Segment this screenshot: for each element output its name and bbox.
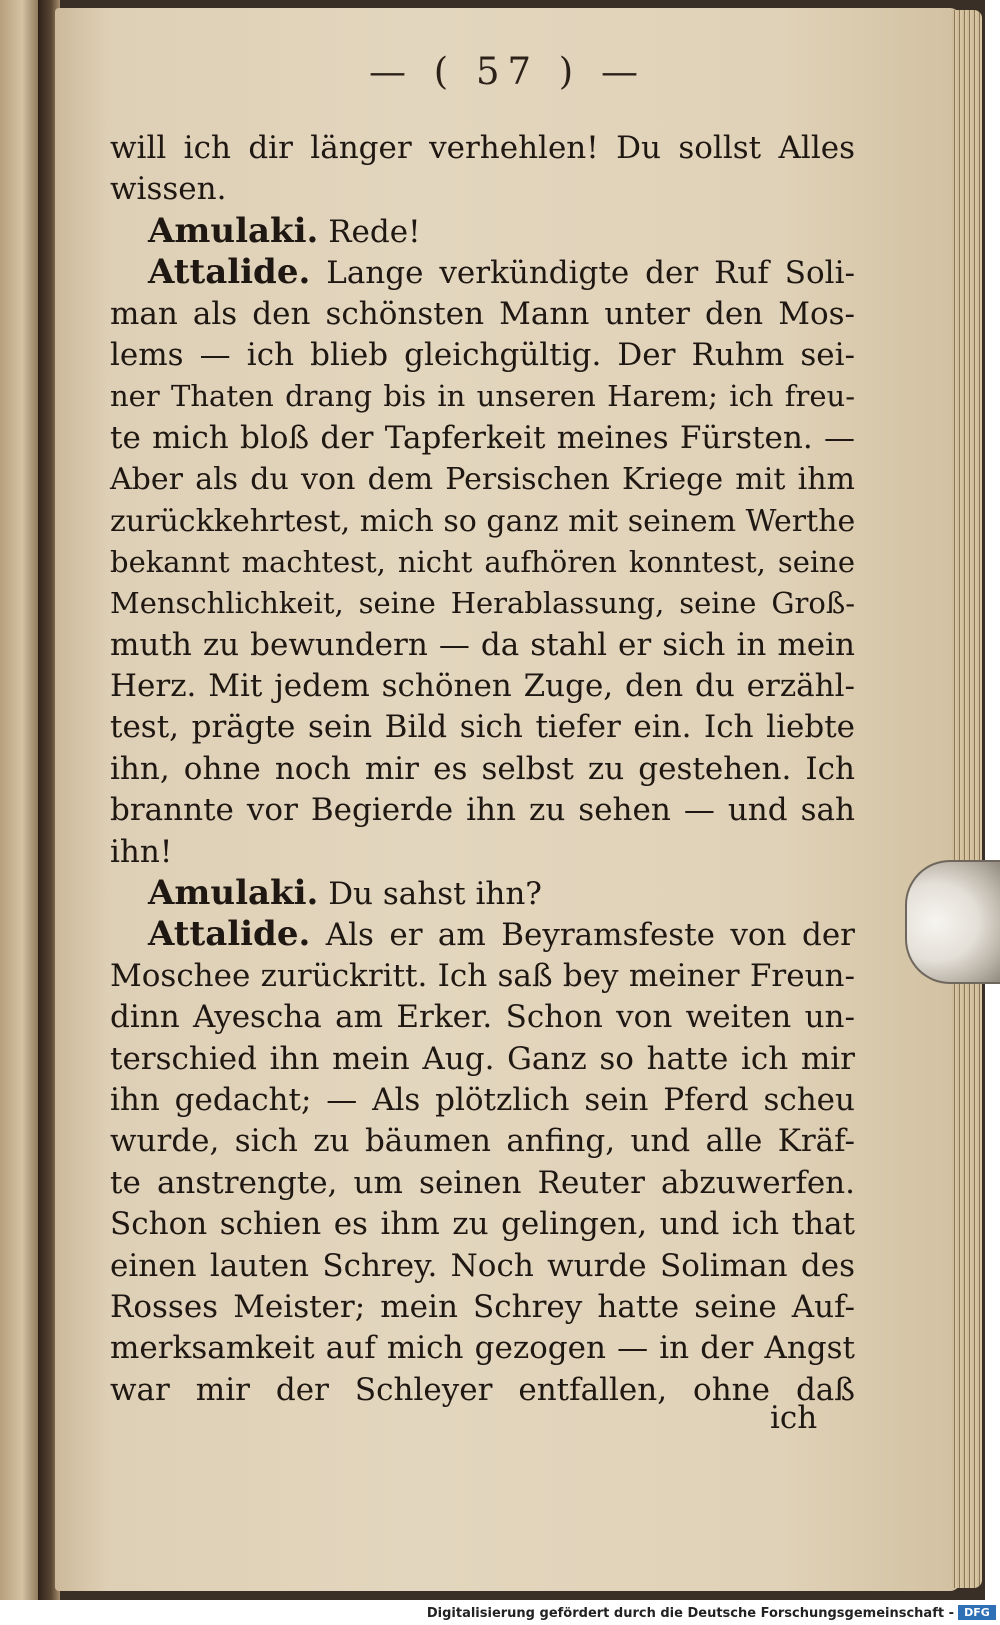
dfg-logo: DFG <box>958 1605 996 1620</box>
text-line <box>110 501 855 542</box>
text-line <box>110 583 855 624</box>
line-text: einen lauten Schrey. Noch wurde Soliman des <box>110 1247 855 1284</box>
text-line <box>110 749 855 790</box>
line-text: zurückkehrtest, mich so ganz mit seinem Werthe <box>110 503 856 539</box>
line-text: Lange verkündigte der Ruf Soli- <box>326 255 855 292</box>
line-text: te anstrengte, um seinen Reuter abzuwerfen. <box>110 1164 855 1201</box>
text-line <box>110 997 855 1038</box>
line-text: ihn gedacht; — Als plötzlich sein Pferd scheu <box>110 1081 855 1118</box>
line-text: war mir der Schleyer entfallen, ohne daß <box>110 1371 855 1408</box>
footer-credit: Digitalisierung gefördert durch die Deutsche Forschungsgemeinschaft - <box>426 1606 954 1621</box>
text-line <box>110 666 855 707</box>
line-text: Menschlichkeit, seine Herablassung, seine Groß- <box>110 586 855 621</box>
line-text: wissen. <box>110 171 227 208</box>
speaker-name: Attalide. <box>148 252 311 293</box>
line-text: will ich dir länger verhehlen! Du sollst Alles <box>110 130 855 166</box>
bookmark-clip <box>905 860 1000 984</box>
line-text: ihn! <box>110 833 173 870</box>
text-line <box>110 1246 855 1287</box>
line-text: Rosses Meister; mein Schrey hatte seine Auf- <box>110 1288 855 1325</box>
text-line <box>110 1039 855 1080</box>
text-line <box>110 1121 855 1162</box>
line-text: muth zu bewundern — da stahl er sich in mein <box>110 626 855 663</box>
line-text: Moschee zurückritt. Ich saß bey meiner Freun- <box>110 957 855 994</box>
text-line <box>110 1328 855 1369</box>
speaker-name: Amulaki. <box>148 873 319 914</box>
text-line <box>110 376 855 417</box>
line-text: test, prägte sein Bild sich tiefer ein. Ich liebte <box>110 709 855 746</box>
text-line <box>110 542 855 583</box>
text-line <box>110 625 855 666</box>
line-text: man als den schönsten Mann unter den Mos- <box>110 295 855 332</box>
line-text: Schon schien es ihm zu gelingen, und ich that <box>110 1206 855 1243</box>
line-text: Herz. Mit jedem schönen Zuge, den du erzähl- <box>110 668 855 705</box>
catchword: ich <box>770 1400 818 1436</box>
line-text: dinn Ayescha am Erker. Schon von weiten un- <box>110 999 855 1036</box>
text-line <box>110 294 855 335</box>
page-stack-edge <box>952 10 982 1588</box>
text-line <box>110 1080 855 1121</box>
line-text: brannte vor Begierde ihn zu sehen — und sah <box>110 792 855 829</box>
line-text: te mich bloß der Tapferkeit meines Fürsten. — <box>110 419 855 456</box>
line-text: terschied ihn mein Aug. Ganz so hatte ich mir <box>110 1040 855 1077</box>
line-text: bekannt machtest, nicht aufhören konntest, seine <box>110 544 855 579</box>
text-line <box>110 956 855 997</box>
line-text: Als er am Beyramsfeste von der <box>325 917 855 954</box>
text-line <box>110 128 855 169</box>
text-line <box>110 1370 855 1411</box>
text-line <box>110 873 855 914</box>
page-number: — ( 57 ) — <box>369 50 646 93</box>
line-text: Rede! <box>328 213 421 250</box>
line-text: Du sahst ihn? <box>328 876 542 913</box>
text-line <box>110 459 855 500</box>
text-line <box>110 418 855 459</box>
digitization-footer <box>0 1603 1000 1625</box>
speaker-name: Amulaki. <box>148 210 319 251</box>
text-line <box>110 169 855 210</box>
text-line <box>110 335 855 376</box>
line-text: ihn, ohne noch mir es selbst zu gestehen. Ich <box>110 750 855 787</box>
text-line <box>110 790 855 831</box>
page-text <box>110 128 855 1411</box>
text-line <box>110 707 855 748</box>
text-line <box>110 1287 855 1328</box>
line-text: Aber als du von dem Persischen Kriege mit ihm <box>110 462 855 498</box>
speaker-name: Attalide. <box>148 914 311 955</box>
left-page-edge <box>0 0 40 1600</box>
text-line <box>110 211 855 252</box>
text-line <box>110 1163 855 1204</box>
text-line <box>110 252 855 293</box>
text-line <box>110 914 855 955</box>
line-text: merksamkeit auf mich gezogen — in der Angst <box>110 1330 855 1367</box>
line-text: wurde, sich zu bäumen anfing, und alle Kräf- <box>110 1123 855 1160</box>
line-text: ner Thaten drang bis in unseren Harem; ich freu- <box>110 379 855 414</box>
text-line <box>110 1204 855 1245</box>
line-text: lems — ich blieb gleichgültig. Der Ruhm sei- <box>110 336 855 373</box>
text-line <box>110 832 855 873</box>
